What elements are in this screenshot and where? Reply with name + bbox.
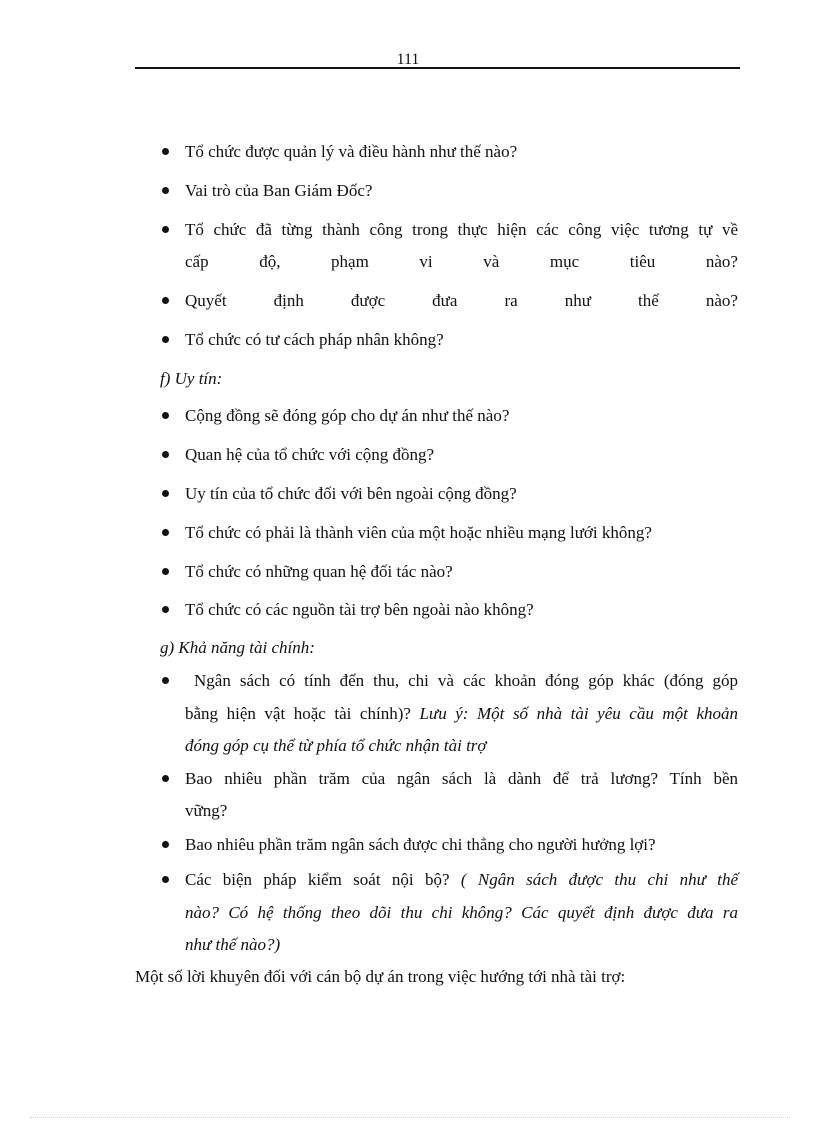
list-item-text: Uy tín của tổ chức đối với bên ngoài cộng đồng? [185, 484, 517, 503]
list-item-text: Tổ chức có các nguồn tài trợ bên ngoài nào không? [185, 600, 534, 619]
word: mục [549, 252, 580, 271]
text-note-italic: Lưu ý: Một số nhà tài yêu cầu một khoản [419, 704, 739, 723]
word: nào? [705, 291, 738, 310]
bullet [162, 775, 169, 782]
text-note-italic: ( Ngân sách được thu chi như thế [460, 870, 738, 889]
list-item-text: Tổ chức có những quan hệ đối tác nào? [185, 562, 453, 581]
word: vi [419, 252, 433, 271]
word: tiêu [629, 252, 656, 271]
word: phạm [331, 252, 369, 271]
word: ra [504, 291, 518, 310]
list-item-text [185, 290, 738, 312]
word: định [273, 291, 304, 310]
page-number: 111 [396, 51, 420, 68]
word: và [483, 252, 500, 271]
list-item-text: Bao nhiêu phần trăm ngân sách được chi thẳng cho người hưởng lợi? [185, 835, 656, 854]
bullet [162, 226, 169, 233]
word: thế [638, 291, 659, 310]
bullet [162, 841, 169, 848]
list-item-text: Tổ chức được quản lý và điều hành như thế nào? [185, 142, 518, 161]
list-item-text: Quan hệ của tổ chức với cộng đồng? [185, 445, 435, 464]
list-item-text: Tổ chức có phải là thành viên của một hoặc nhiều mạng lưới không? [185, 523, 652, 542]
section-heading-f: f) Uy tín: [160, 369, 223, 388]
word: cấp [185, 252, 209, 271]
list-item-text-continued [185, 251, 738, 273]
list-item-text: Vai trò của Ban Giám Đốc? [185, 181, 373, 200]
word: nào? [705, 252, 738, 271]
bullet [162, 876, 169, 883]
list-item-text-continued: vững? [185, 801, 228, 820]
bullet [162, 606, 169, 613]
list-item-text-continued: đóng góp cụ thể từ phía tổ chức nhận tài trợ [185, 736, 487, 755]
word: được [350, 291, 386, 310]
bullet [162, 568, 169, 575]
closing-paragraph: Một số lời khuyên đối với cán bộ dự án trong việc hướng tới nhà tài trợ: [135, 967, 626, 986]
section-heading-g: g) Khả năng tài chính: [160, 638, 315, 657]
list-item-text [185, 869, 738, 891]
word: độ, [259, 252, 281, 271]
list-item-text: Tổ chức đã từng thành công trong thực hiện các công việc tương tự về [185, 220, 738, 239]
list-item-text-continued: như thế nào?) [185, 935, 281, 954]
bullet [162, 148, 169, 155]
bullet [162, 490, 169, 497]
word: Quyết [185, 291, 227, 310]
list-item-text: Tổ chức có tư cách pháp nhân không? [185, 330, 444, 349]
text-normal: Các biện pháp kiểm soát nội bộ? [185, 870, 461, 889]
word: đưa [432, 291, 458, 310]
bullet [162, 187, 169, 194]
text-normal: bằng hiện vật hoặc tài chính)? [185, 704, 420, 723]
word: như [564, 291, 591, 310]
footer-dotted-rule [30, 1117, 790, 1118]
bullet [162, 297, 169, 304]
list-item-text: Bao nhiêu phần trăm của ngân sách là dành để trả lương? Tính bền [185, 769, 738, 788]
bullet [162, 412, 169, 419]
bullet [162, 336, 169, 343]
list-item-text: Cộng đồng sẽ đóng góp cho dự án như thế nào? [185, 406, 510, 425]
list-item-text-continued: nào? Có hệ thống theo dõi thu chi không? Các quyết định được đưa ra [185, 903, 738, 922]
bullet [162, 677, 169, 684]
bullet [162, 451, 169, 458]
header-rule [135, 67, 740, 69]
bullet [162, 529, 169, 536]
list-item-text-continued [185, 703, 738, 725]
list-item-text: Ngân sách có tính đến thu, chi và các khoản đóng góp khác (đóng góp [185, 671, 738, 690]
